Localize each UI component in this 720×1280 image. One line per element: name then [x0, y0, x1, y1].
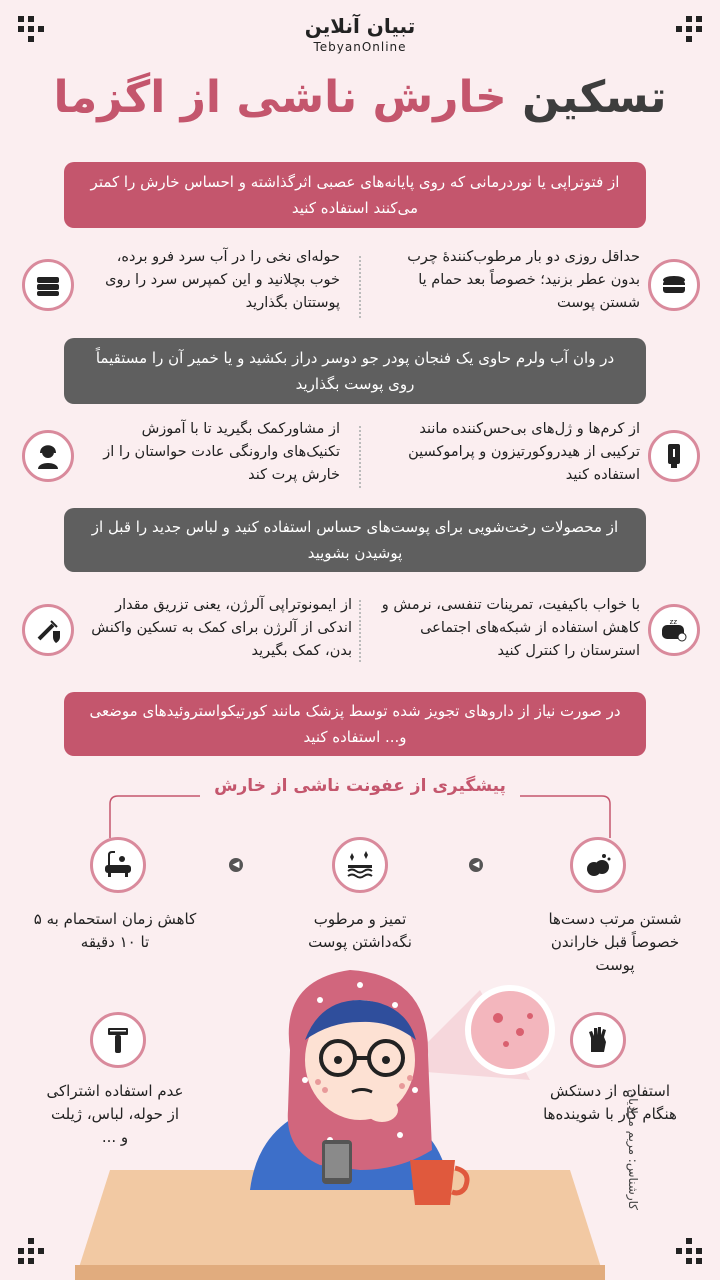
chevron-left-icon: ◀ [469, 858, 483, 872]
tip-immunotherapy: از ایمونوتراپی آلرژن، یعنی تزریق مقدار اندکی از آلرژن برای کمک به تسکین واکنش بدن، کمک بگیرید [91, 597, 352, 659]
title-part2: خارش ناشی از اگزما [53, 72, 507, 123]
prevention-title: پیشگیری از عفونت ناشی از خارش [214, 776, 506, 796]
brand-logo [0, 14, 720, 54]
page-title [0, 72, 720, 123]
tip-banner-oatmeal: در وان آب ولرم حاوی یک فنجان پودر جو دوسر دراز بکشید و یا خمیر آن را مستقیماً روی پوست بگذارید [64, 338, 646, 404]
divider [359, 426, 361, 488]
prevention-item-clean-skin: تمیز و مرطوب نگه‌داشتن پوست [308, 910, 412, 951]
eczema-girl-illustration [60, 960, 620, 1280]
corner-dots-icon [18, 1238, 44, 1264]
prevention-bracket [108, 790, 612, 840]
towel-icon [22, 259, 74, 311]
title-part1: تسکین [522, 72, 667, 123]
prevention-item-no-sharing: عدم استفاده اشتراکی از حوله، لباس، ژیلت و ... [46, 1082, 184, 1146]
tip-banner-phototherapy: از فتوتراپی یا نوردرمانی که روی پایانه‌های عصبی اثرگذاشته و احساس خارش را کمتر می‌کنند استفاده کنید [64, 162, 646, 228]
tip-numbing-cream: از کرم‌ها و ژل‌های بی‌حس‌کننده مانند ترکیبی از هیدروکورتیزون و پراموکسین استفاده کنید [408, 421, 640, 483]
hand-washing-icon [570, 837, 626, 893]
clean-skin-icon [332, 837, 388, 893]
tip-counselor: از مشاورکمک بگیرید تا با آموزش تکنیک‌های وارونگی عادت حواستان را از خارش پرت کند [103, 421, 340, 483]
divider [359, 256, 361, 318]
credit-text: کارشناس: مریم مرادیان [626, 1089, 640, 1210]
tip-banner-medication: در صورت نیاز از داروهای تجویز شده توسط پزشک مانند کورتیکواستروئیدهای موضعی و... استفاده کنید [64, 692, 646, 756]
brand-name-en: TebyanOnline [313, 40, 407, 54]
chevron-left-icon: ◀ [229, 858, 243, 872]
headset-person-icon [22, 430, 74, 482]
sleep-pillow-icon [648, 604, 700, 656]
cream-jar-icon [648, 259, 700, 311]
prevention-item-gloves: استفاده از دستکش هنگام کار با شوینده‌ها [543, 1082, 677, 1123]
cream-tube-icon [648, 430, 700, 482]
prevention-item-short-bath: کاهش زمان استحمام به ۵ تا ۱۰ دقیقه [33, 910, 197, 951]
tip-cold-compress: حوله‌ای نخی را در آب سرد فرو برده، خوب بچلانید و این کمپرس سرد را روی پوستتان بگذارید [105, 249, 340, 311]
brand-name-fa: تبیان آنلاین [304, 14, 416, 38]
tip-moisturizer: حداقل روزی دو بار مرطوب‌کنندهٔ چرب بدون عطر بزنید؛ خصوصاً بعد حمام یا شستن پوست [407, 249, 640, 311]
divider [359, 600, 361, 662]
prevention-item-handwash: شستن مرتب دست‌ها خصوصاً قبل خاراندن پوست [548, 910, 682, 974]
bathtub-icon [90, 837, 146, 893]
svg-text:zz: zz [669, 618, 677, 626]
tip-stress-control: با خواب باکیفیت، تمرینات تنفسی، نرمش و کاهش استفاده از شبکه‌های اجتماعی استرستان را کنترل کنید [381, 597, 640, 659]
corner-dots-icon [676, 1238, 702, 1264]
tip-banner-laundry: از محصولات رخت‌شویی برای پوست‌های حساس استفاده کنید و لباس جدید را قبل از پوشیدن بشویید [64, 508, 646, 572]
syringe-shield-icon [22, 604, 74, 656]
